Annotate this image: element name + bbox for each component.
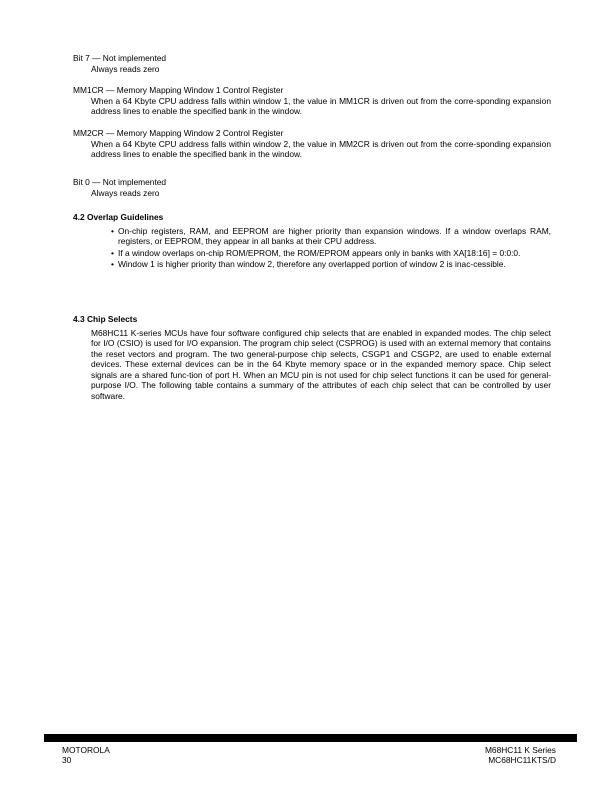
footer-page-number: 30 [62,755,72,765]
overlap-bullet-list [73,226,551,270]
mm2cr-entry [73,128,551,160]
mm2cr-heading: MM2CR — Memory Mapping Window 2 Control Register [73,128,284,138]
section-overlap-guidelines [73,212,551,271]
footer-divider [44,734,577,742]
bullet-text: Window 1 is higher priority than window 2, therefore any overlapped portion of window 2 is inac-cessible. [118,259,506,269]
footer-company: MOTOROLA [62,745,110,755]
bullet-item [111,226,551,247]
bit7-heading: Bit 7 — Not implemented [73,53,167,63]
bit0-entry [73,177,551,198]
bullet-item [111,248,551,259]
mm2cr-description: When a 64 Kbyte CPU address falls within window 2, the value in MM2CR is driven out from the corre-sponding expansion address lines to enable the specified bank in the window. [91,138,551,159]
mm1cr-description: When a 64 Kbyte CPU address falls within window 1, the value in MM1CR is driven out from the corre-sponding expansion address lines to enable the specified bank in the window. [91,95,551,116]
bullet-text: If a window overlaps on-chip ROM/EPROM, the ROM/EPROM appears only in banks with XA[18:16] = 0:0:0. [118,247,521,258]
bullet-symbol: • [111,247,114,258]
footer-right [485,745,556,765]
bullet-symbol: • [111,259,114,269]
footer-series: M68HC11 K Series [484,745,556,755]
section-chip-selects [73,314,551,401]
section-4-2-title: 4.2 Overlap Guidelines [73,212,164,222]
mm1cr-entry [73,85,551,117]
bullet-item [111,259,551,270]
bit7-entry [73,53,551,74]
bullet-text: On-chip registers, RAM, and EEPROM are higher priority than expansion windows. If a window overlaps RAM, registers, or EEPROM, they appear in all banks at their CPU address. [118,225,551,246]
footer-doc-id: MC68HC11KTS/D [488,755,556,765]
bullet-symbol: • [111,225,114,236]
footer-left [62,745,110,765]
bit0-description: Always reads zero [91,187,160,198]
bit7-description: Always reads zero [91,63,160,74]
section-4-3-title: 4.3 Chip Selects [73,314,138,324]
bit0-heading: Bit 0 — Not implemented [73,177,167,187]
chip-selects-paragraph: M68HC11 K-series MCUs have four software configured chip selects that are enabled in expanded modes. The chip select for I/O (CSIO) is used for I/O expansion. The program chip select (CSPROG) is used with an external memory that contains the reset vectors and program. The two general-purpose chip selects, CSGP1 and CSGP2, are used to enable external devices. These external devices can be in the 64 Kbyte memory space or in the expanded memory space. Chip select signals are a shared func-tion of port H. When an MCU pin is not used for chip select functions it can be used for general-purpose I/O. The following table contains a summary of the attributes of each chip select that can be controlled by user software. [91,327,551,401]
mm1cr-heading: MM1CR — Memory Mapping Window 1 Control Register [73,85,284,95]
